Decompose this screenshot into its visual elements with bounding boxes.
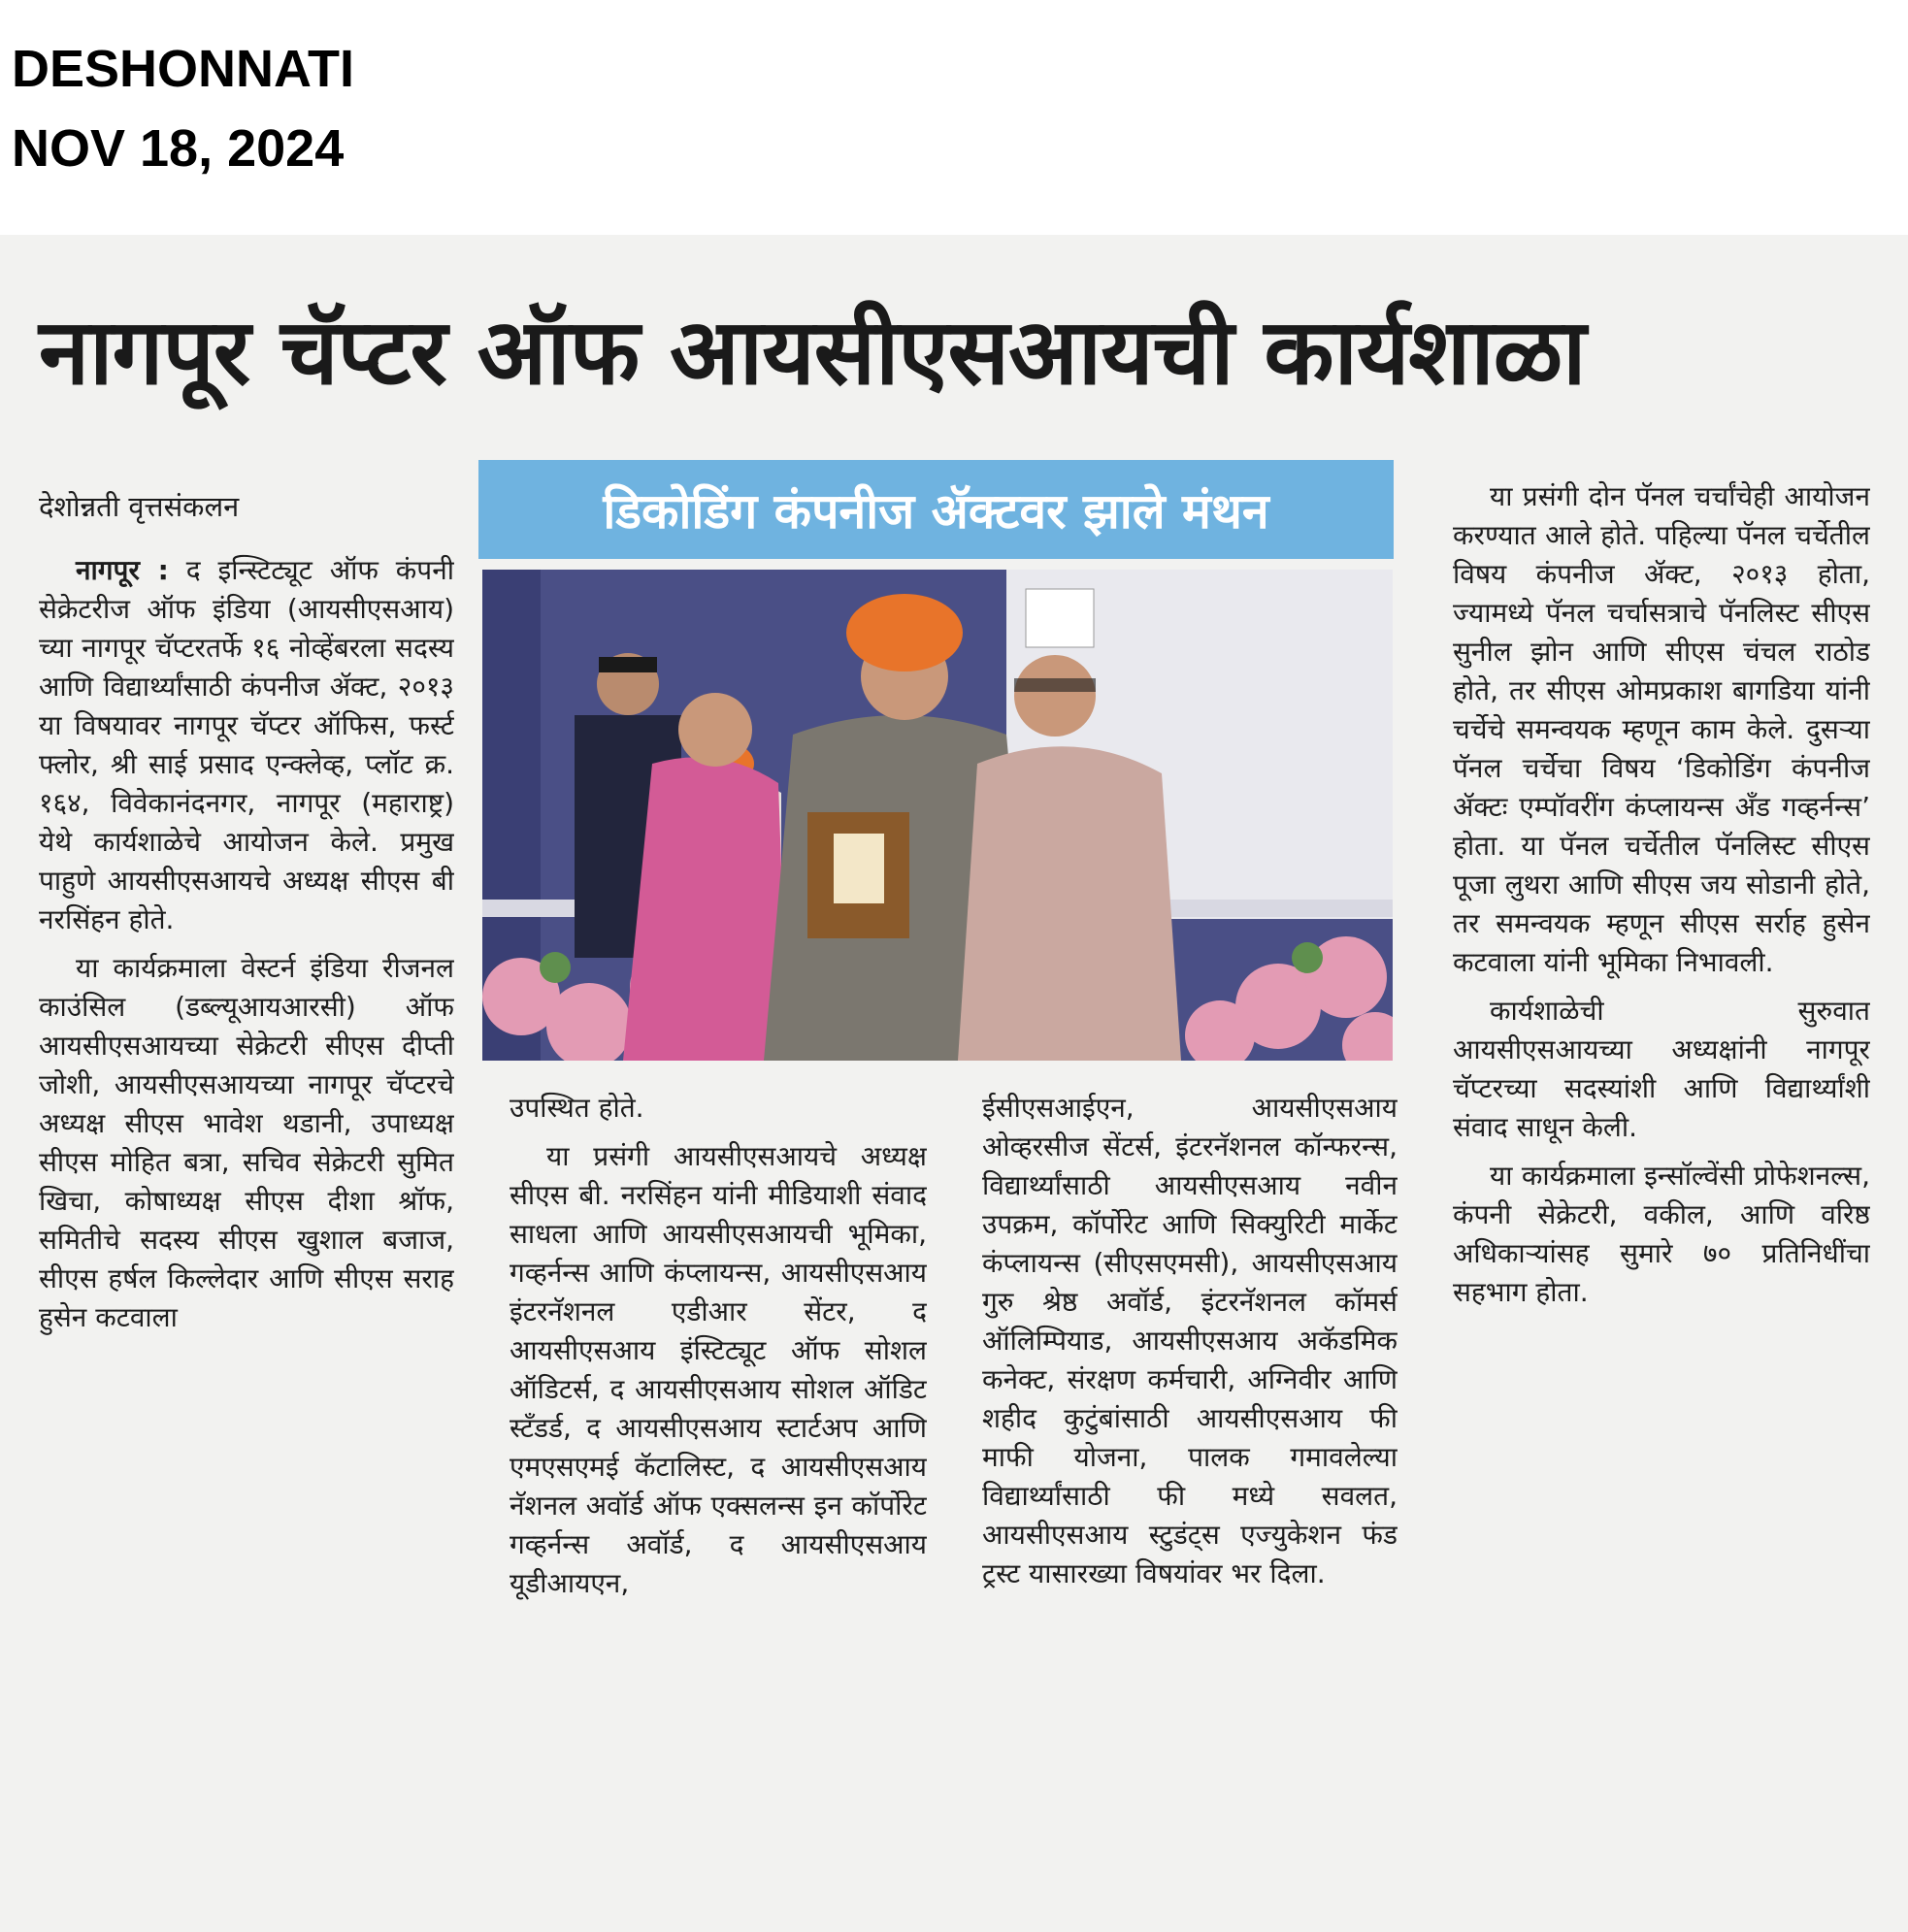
masthead [12,29,354,188]
article-paragraph: या कार्यक्रमाला इन्सॉल्वेंसी प्रोफेशनल्स, कंपनी सेक्रेटरी, वकील, आणि वरिष्ठ अधिकाऱ्यांसह सुमारे ७० प्रतिनिधींचा सहभाग होता. [1453,1160,1870,1308]
article-paragraph: कार्यशाळेची सुरुवात आयसीएसआयच्या अध्यक्षांनी नागपूर चॅप्टरच्या सदस्यांशी आणि विद्यार्थ्यांशी संवाद साधून केली. [1453,995,1870,1143]
paragraph-text: द इन्स्टिट्यूट ऑफ कंपनी सेक्रेटरीज ऑफ इंडिया (आयसीएसआय) च्या नागपूर चॅप्टरतर्फे १६ नोव्हेंबरला सदस्य आणि विद्यार्थ्यांसाठी कंपनीज ॲक्ट, २०१३ या विषयावर नागपूर चॅप्टर ऑफिस, फर्स्ट फ्लोर, श्री साई प्रसाद एन्क्लेव्ह, प्लॉट क्र. १६४, विवेकानंदनगर, नागपूर (महाराष्ट्र) येथे कार्यशाळेचे आयोजन केले. प्रमुख पाहुणे आयसीएसआयचे अध्यक्ष सीएस बी नरसिंहन होते. [39,554,454,935]
publication-date: NOV 18, 2024 [12,119,345,178]
article-paragraph: या प्रसंगी आयसीएसआयचे अध्यक्ष सीएस बी. नरसिंहन यांनी मीडियाशी संवाद साधला आणि आयसीएसआयची भूमिका, गव्हर्नन्स आणि कंप्लायन्स, आयसीएसआय इंटरनॅशनल एडीआर सेंटर, द आयसीएसआय इंस्टिट्यूट ऑफ सोशल ऑडिटर्स, द आयसीएसआय सोशल ऑडिट स्टँडर्ड, द आयसीएसआय स्टार्टअप आणि एमएसएमई कॅटालिस्ट, द आयसीएसआय नॅशनल अवॉर्ड ऑफ एक्सलन्स इन कॉर्पोरेट गव्हर्नन्स अवॉर्ड, द आयसीएसआय यूडीआयएन, [510,1140,927,1599]
article-column-1 [39,487,454,1923]
article-paragraph [39,551,454,939]
article-paragraph: या कार्यक्रमाला वेस्टर्न इंडिया रीजनल काउंसिल (डब्ल्यूआयआरसी) ऑफ आयसीएसआयच्या सेक्रेटरी सीएस दीप्ती जोशी, आयसीएसआयच्या नागपूर चॅप्टरचे अध्यक्ष सीएस भावेश थडानी, उपाध्यक्ष सीएस मोहित बत्रा, सचिव सेक्रेटरी सुमित खिचा, कोषाध्यक्ष सीएस दीशा श्रॉफ, समितीचे सदस्य सीएस खुशाल बजाज, सीएस हर्षल किल्लेदार आणि सीएस सराह हुसेन कटवाला [39,952,454,1333]
article-column-2 [510,1089,927,1923]
event-photo [482,570,1393,1061]
article-paragraph: उपस्थित होते. [510,1092,644,1124]
article-subheadline: डिकोडिंग कंपनीज ॲक्टवर झाले मंथन [603,483,1269,540]
article-byline: देशोन्नती वृत्तसंकलन [39,490,240,523]
article-paragraph: ईसीएसआईएन, आयसीएसआय ओव्हरसीज सेंटर्स, इंटरनॅशनल कॉन्फरन्स, विद्यार्थ्यांसाठी आयसीएसआय नवीन उपक्रम, कॉर्पोरेट आणि सिक्युरिटी मार्केट कंप्लायन्स (सीएसएमसी), आयसीएसआय गुरु श्रेष्ठ अवॉर्ड, इंटरनॅशनल कॉमर्स ऑलिम्पियाड, आयसीएसआय अकॅडमिक कनेक्ट, संरक्षण कर्मचारी, अग्निवीर आणि शहीद कुटुंबांसाठी आयसीएसआय फी माफी योजना, पालक गमावलेल्या विद्यार्थ्यांसाठी फी मध्ये सवलत, आयसीएसआय स्टुडंट्स एज्युकेशन फंड ट्रस्ट यासारख्या विषयांवर भर दिला. [982,1092,1398,1589]
article-headline: नागपूर चॅप्टर ऑफ आयसीएसआयची कार्यशाळा [39,300,1586,406]
subheadline-band [478,460,1394,559]
article-column-4 [1453,477,1870,1923]
newspaper-clipping [0,235,1908,1932]
publication-name: DESHONNATI [12,40,355,98]
dateline: नागपूर : [76,554,169,586]
article-column-3 [982,1089,1398,1923]
article-paragraph: या प्रसंगी दोन पॅनल चर्चांचेही आयोजन करण्यात आले होते. पहिल्या पॅनल चर्चेतील विषय कंपनीज ॲक्ट, २०१३ होता, ज्यामध्ये पॅनल चर्चासत्राचे पॅनलिस्ट सीएस सुनील झोन आणि सीएस चंचल राठोड होते, तर सीएस ओमप्रकाश बागडिया यांनी चर्चेचे समन्वयक म्हणून काम केले. दुसऱ्या पॅनल चर्चेचा विषय ‘डिकोडिंग कंपनीज ॲक्टः एम्पॉवरींग कंप्लायन्स ॲंड गव्हर्नन्स’ होता. या पॅनल चर्चेतील पॅनलिस्ट सीएस पूजा लुथरा आणि सीएस जय सोडानी होते, तर समन्वयक म्हणून सीएस सर्राह हुसेन कटवाला यांनी भूमिका निभावली. [1453,480,1870,978]
